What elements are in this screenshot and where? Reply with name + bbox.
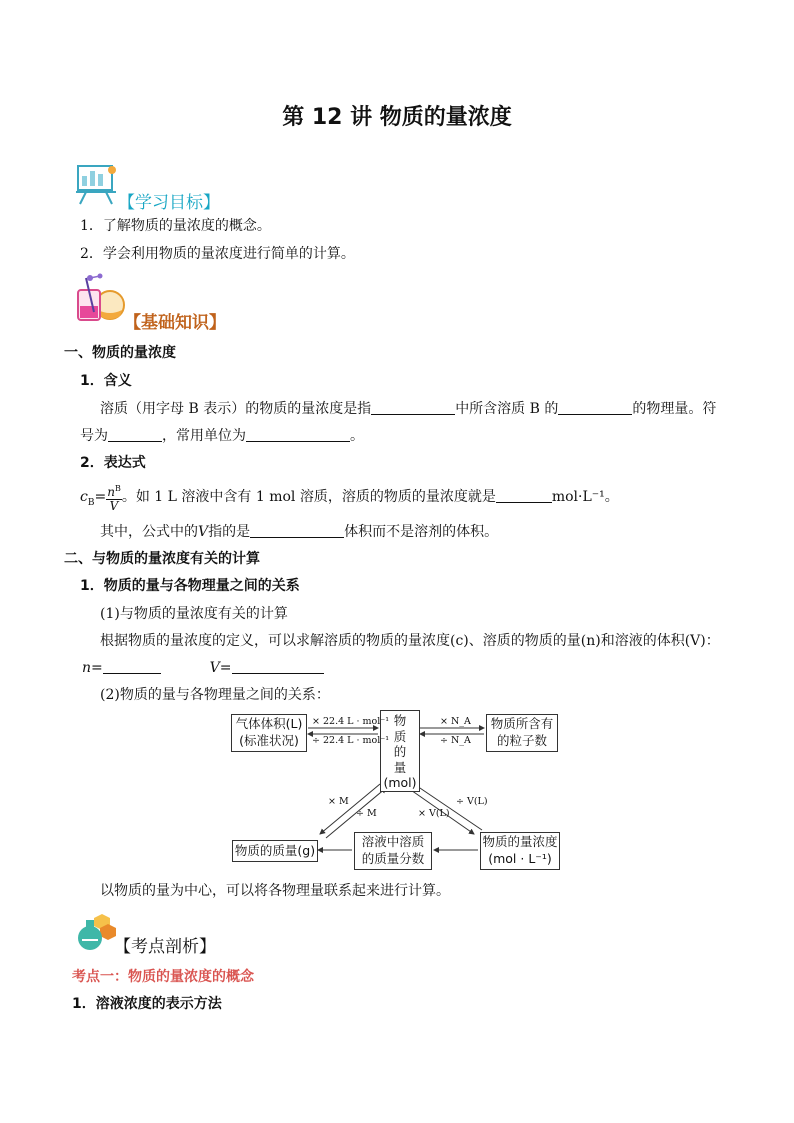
label-divide-m: ÷ M [356,808,377,819]
page-title: 第 12 讲 物质的量浓度 [282,105,512,130]
text-v: V [198,524,209,540]
section-title-goals: 【学习目标】 [118,193,220,213]
paragraph: 以物质的量为中心，可以将各物理量联系起来进行计算。 [100,883,450,899]
section-title-analysis: 【考点剖析】 [114,937,216,957]
formula-num: n [107,484,115,499]
label-multiply-vm: × 22.4 L · mol⁻¹ [312,716,390,727]
formula-eq: = [94,489,107,505]
node-text: 物质的量浓度 [482,834,558,849]
text: 号为 [80,428,108,444]
text: 指的是 [208,524,251,540]
answer-blank[interactable] [108,427,162,442]
goal-item: 2．学会利用物质的量浓度进行简单的计算。 [80,246,355,262]
label-divide-na: ÷ N_A [440,735,471,746]
sub-heading: (2)物质的量与各物理量之间的关系： [100,687,330,703]
node-mass: 物质的质量(g) [232,840,318,862]
chemistry-bottle-icon [72,910,118,952]
text: 的物理量。符 [632,401,717,417]
node-text: 的质量分数 [361,851,425,866]
heading: 2．表达式 [80,455,146,471]
text: 。 [350,428,364,444]
label-divide-v: ÷ V(L) [456,796,488,807]
presentation-board-icon [72,162,120,206]
label-divide-vm: ÷ 22.4 L · mol⁻¹ [312,735,390,746]
section-title-basics: 【基础知识】 [124,313,226,333]
node-text: 量 [393,759,407,775]
node-text: (mol · L⁻¹) [488,851,552,866]
label-multiply-v: × V(L) [418,808,450,819]
node-text: (mol) [383,775,417,790]
node-text: 质 [393,728,407,744]
node-text: (标准状况) [239,733,299,748]
node-text: 物 [393,713,407,728]
paragraph [80,426,364,446]
answer-blank[interactable] [232,659,324,674]
node-text: 气体体积(L) [235,716,303,731]
heading: 1．含义 [80,373,132,389]
answer-blank[interactable] [371,400,455,415]
sub-heading: (1)与物质的量浓度有关的计算 [100,606,288,622]
text: n= [82,660,103,676]
text: mol·L⁻¹。 [551,489,619,505]
node-text: 的 [393,744,407,759]
node-gas-volume [231,714,307,752]
node-text: 的粒子数 [496,733,547,748]
formula-den: V [109,498,119,513]
text: 。如 1 L 溶液中含有 1 mol 溶质，溶质的物质的量浓度就是 [121,489,496,505]
exam-point-title: 考点一：物质的量浓度的概念 [72,969,254,985]
answer-blank[interactable] [246,427,350,442]
heading: 1．溶液浓度的表示方法 [72,996,222,1012]
formula-fraction [106,482,122,513]
heading: 1．物质的量与各物理量之间的关系 [80,578,300,594]
paragraph [100,399,716,419]
formula-line [82,658,324,678]
text: V= [209,660,232,676]
answer-blank[interactable] [250,523,344,538]
paragraph: 根据物质的量浓度的定义，可以求解溶质的物质的量浓度(c)、溶质的物质的量(n)和溶液的体积(V)： [100,633,720,649]
label-multiply-na: × N_A [440,716,471,727]
relationship-diagram [228,708,562,872]
node-mass-fraction [354,832,432,870]
node-text: 溶液中溶质 [361,834,425,849]
answer-blank[interactable] [496,488,552,503]
heading: 一、物质的量浓度 [64,345,176,361]
label-multiply-m: × M [328,796,349,807]
node-particle-count [486,714,558,752]
heading: 二、与物质的量浓度有关的计算 [64,551,260,567]
formula-sub: B [87,497,95,508]
flask-icon [74,272,126,324]
paragraph [100,522,498,542]
text: 中所含溶质 B 的 [455,401,559,417]
answer-blank[interactable] [558,400,632,415]
text: 其中，公式中的 [100,524,198,540]
text: 体积而不是溶剂的体积。 [344,524,499,540]
node-molar-concentration [480,832,560,870]
formula-line [80,480,619,514]
node-text: 物质所含有 [490,716,554,731]
text: ，常用单位为 [162,428,246,444]
formula-c: c [80,489,88,505]
formula-num-sup: B [114,483,121,493]
text: 溶质（用字母 B 表示）的物质的量浓度是指 [100,401,372,417]
answer-blank[interactable] [103,659,161,674]
goal-item: 1．了解物质的量浓度的概念。 [80,218,271,234]
